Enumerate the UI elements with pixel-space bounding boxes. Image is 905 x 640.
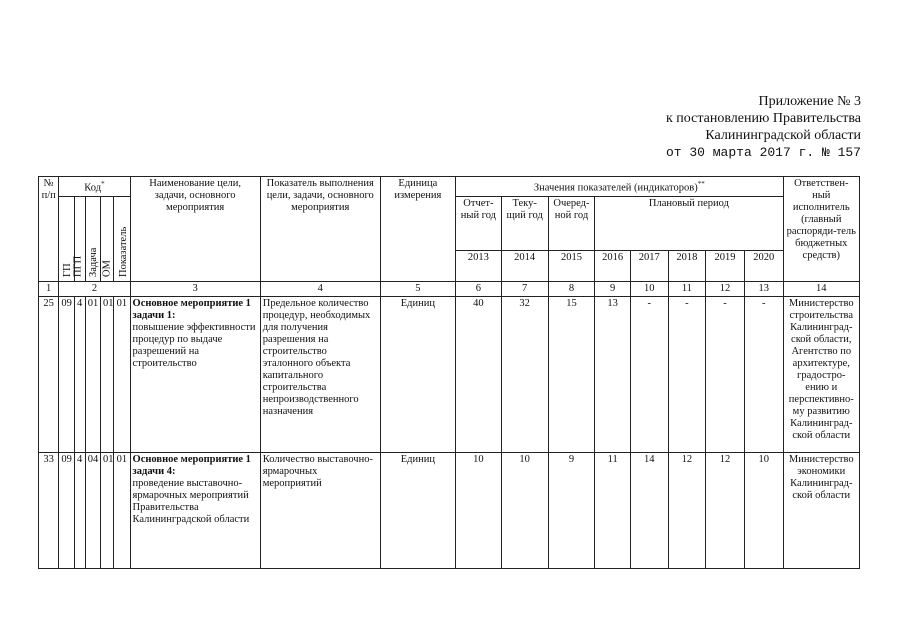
value-cell: - <box>706 296 745 452</box>
year-cell: 2020 <box>744 251 783 281</box>
value-cell: - <box>744 296 783 452</box>
activity-name <box>130 452 260 568</box>
year-cell: 2014 <box>501 251 548 281</box>
code-task: 04 <box>85 452 100 568</box>
col-header-indicator: Показатель выполнения цели, задачи, основного мероприятия <box>260 177 380 282</box>
subcol-indicator: Показатель <box>114 196 130 281</box>
year-cell: 2015 <box>548 251 595 281</box>
col-number: 2 <box>59 281 130 296</box>
col-number: 4 <box>260 281 380 296</box>
activity-title: Основное мероприятие 1 задачи 4: <box>132 453 251 477</box>
col-number: 8 <box>548 281 595 296</box>
year-cell: 2017 <box>630 251 668 281</box>
col-number: 6 <box>456 281 502 296</box>
col-header-responsible: Ответствен-ный исполнитель (главный распоряди-тель бюджетных средств) <box>783 177 859 282</box>
value-cell: 9 <box>548 452 595 568</box>
code-footnote-mark: * <box>101 180 105 188</box>
value-cell: 10 <box>456 452 502 568</box>
value-cell: 15 <box>548 296 595 452</box>
code-indicator: 01 <box>114 452 130 568</box>
unit-cell: Единиц <box>380 452 455 568</box>
value-cell: 10 <box>744 452 783 568</box>
subcol-om: ОМ <box>101 196 114 281</box>
col-header-next-year: Очеред-ной год <box>548 196 595 251</box>
table-row <box>39 452 860 568</box>
value-cell: 12 <box>668 452 706 568</box>
indicator-text: Предельное количество процедур, необходимых для получения разрешения на строительство эталонного объекта капитального строительства непроизводственного назначения <box>260 296 380 452</box>
col-number: 3 <box>130 281 260 296</box>
col-number: 7 <box>501 281 548 296</box>
indicator-text: Количество выставочно-ярмарочных мероприятий <box>260 452 380 568</box>
activity-title: Основное мероприятие 1 задачи 1: <box>132 297 251 321</box>
value-cell: 13 <box>595 296 631 452</box>
col-number: 13 <box>744 281 783 296</box>
col-number: 9 <box>595 281 631 296</box>
row-number: 33 <box>39 452 59 568</box>
code-om: 01 <box>101 452 114 568</box>
code-om: 01 <box>101 296 114 452</box>
code-gp: 09 <box>59 452 74 568</box>
col-number: 5 <box>380 281 455 296</box>
value-cell: 12 <box>706 452 745 568</box>
col-number: 10 <box>630 281 668 296</box>
subcol-pgp: ПГП <box>74 196 85 281</box>
col-header-report-year: Отчет-ный год <box>456 196 502 251</box>
code-gp: 09 <box>59 296 74 452</box>
header-row-1 <box>39 177 860 197</box>
values-label: Значения показателей (индикаторов) <box>533 182 698 194</box>
col-header-unit: Единица измерения <box>380 177 455 282</box>
responsible-cell: Министерство экономики Калининград-ской области <box>783 452 859 568</box>
col-number: 14 <box>783 281 859 296</box>
col-header-name: Наименование цели, задачи, основного мероприятия <box>130 177 260 282</box>
year-cell: 2019 <box>706 251 745 281</box>
code-task: 01 <box>85 296 100 452</box>
value-cell: - <box>630 296 668 452</box>
appendix-date-number: от 30 марта 2017 г. № 157 <box>665 145 861 160</box>
activity-description: повышение эффективности процедур по выдаче разрешений на строительство <box>132 321 256 369</box>
appendix-region: Калининградской области <box>705 128 861 143</box>
subcol-task: Задача <box>85 196 100 281</box>
values-footnote-mark: ** <box>697 180 705 188</box>
document-header <box>561 93 861 161</box>
code-pgp: 4 <box>74 452 85 568</box>
col-header-current-year: Теку-щий год <box>501 196 548 251</box>
responsible-cell: Министерство строительства Калининград-ской области, Агентство по архитектуре, градостро-ению и перспективно-му развитию Калининград-ской области <box>783 296 859 452</box>
col-header-code <box>59 177 130 197</box>
value-cell: 14 <box>630 452 668 568</box>
value-cell: 40 <box>456 296 502 452</box>
col-header-values <box>456 177 784 197</box>
value-cell: - <box>668 296 706 452</box>
year-cell: 2018 <box>668 251 706 281</box>
appendix-title: Приложение № 3 <box>758 94 861 109</box>
unit-cell: Единиц <box>380 296 455 452</box>
row-number: 25 <box>39 296 59 452</box>
col-header-plan-period: Плановый период <box>595 196 783 251</box>
indicators-table <box>38 176 860 569</box>
code-label: Код <box>84 182 102 194</box>
activity-name <box>130 296 260 452</box>
col-number: 12 <box>706 281 745 296</box>
activity-description: проведение выставочно-ярмарочных мероприятий Правительства Калининградской области <box>132 477 250 525</box>
column-numbers-row <box>39 281 860 296</box>
subcol-gp: ГП <box>59 196 74 281</box>
col-number: 11 <box>668 281 706 296</box>
col-header-number: № п/п <box>39 177 59 282</box>
year-cell: 2016 <box>595 251 631 281</box>
col-number: 1 <box>39 281 59 296</box>
value-cell: 11 <box>595 452 631 568</box>
value-cell: 10 <box>501 452 548 568</box>
code-indicator: 01 <box>114 296 130 452</box>
appendix-reference: к постановлению Правительства <box>665 111 861 126</box>
value-cell: 32 <box>501 296 548 452</box>
table-row <box>39 296 860 452</box>
code-pgp: 4 <box>74 296 85 452</box>
year-cell: 2013 <box>456 251 502 281</box>
